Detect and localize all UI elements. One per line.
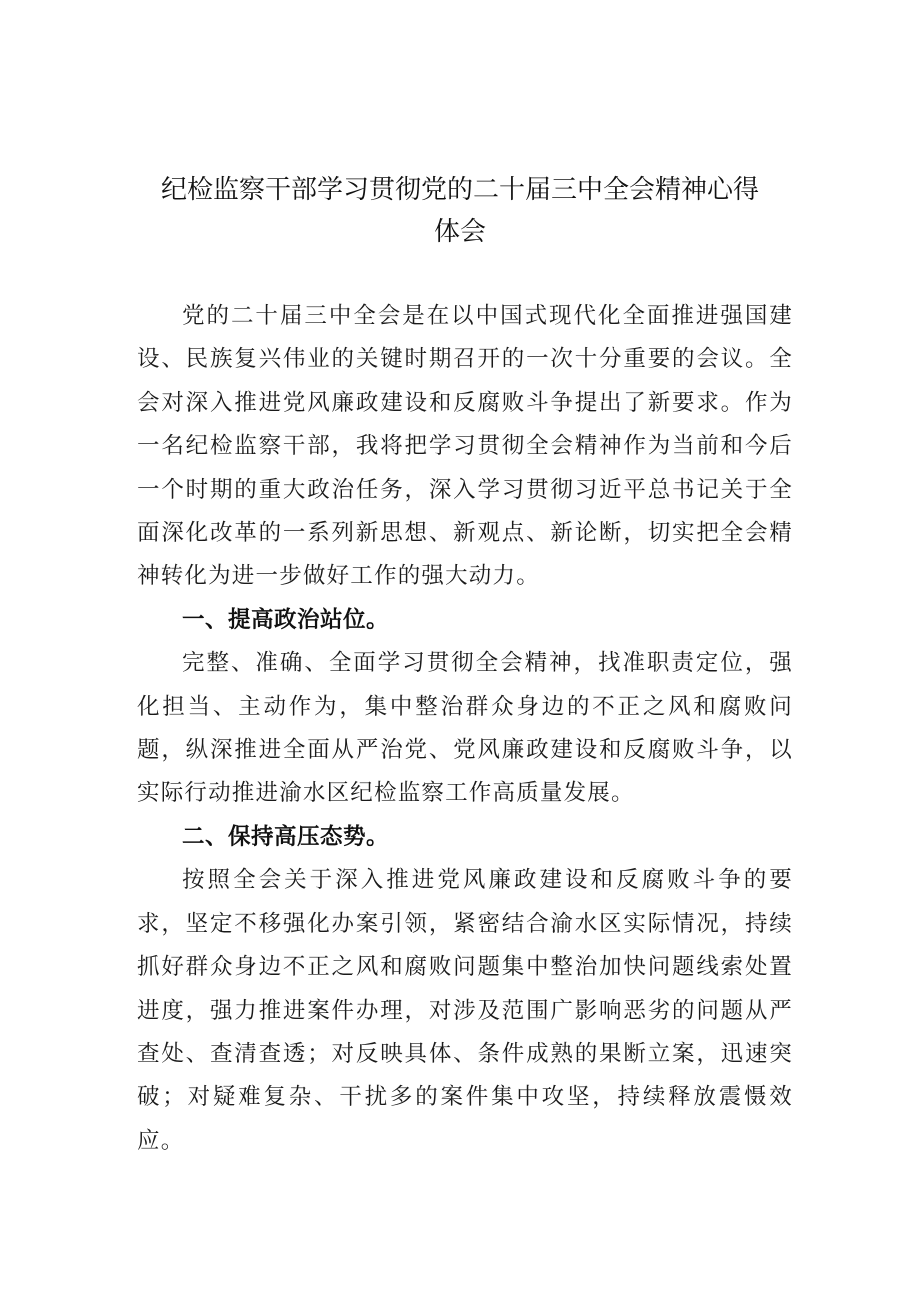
document-title-line-1: 纪检监察干部学习贯彻党的二十届三中全会精神心得 — [160, 175, 759, 205]
intro-paragraph: 党的二十届三中全会是在以中国式现代化全面推进强国建设、民族复兴伟业的关键时期召开的一次十分重要的会议。全会对深入推进党风廉政建设和反腐败斗争提出了新要求。作为一名纪检监察干部，我将把学习贯彻全会精神作为当前和今后一个时期的重大政治任务，深入学习贯彻习近平总书记关于全面深化改革的一系列新思想、新观点、新论断，切实把全会精神转化为进一步做好工作的强大动力。 — [137, 303, 793, 590]
section-paragraph-1: 完整、准确、全面学习贯彻全会精神，找准职责定位，强化担当、主动作为，集中整治群众身边的不正之风和腐败问题，纵深推进全面从严治党、党风廉政建设和反腐败斗争，以实际行动推进渝水区纪检监察工作高质量发展。 — [137, 650, 793, 807]
document-body — [137, 295, 793, 1163]
document-title-line-2: 体会 — [433, 217, 486, 247]
section-paragraph-2: 按照全会关于深入推进党风廉政建设和反腐败斗争的要求，坚定不移强化办案引领，紧密结合渝水区实际情况，持续抓好群众身边不正之风和腐败问题集中整治加快问题线索处置进度，强力推进案件办理，对涉及范围广影响恶劣的问题从严查处、查清查透；对反映具体、条件成熟的果断立案，迅速突破；对疑难复杂、干扰多的案件集中攻坚，持续释放震慑效应。 — [137, 867, 793, 1154]
section-heading-2: 二、保持高压态势。 — [182, 823, 390, 850]
section-heading-1: 一、提高政治站位。 — [182, 606, 390, 633]
